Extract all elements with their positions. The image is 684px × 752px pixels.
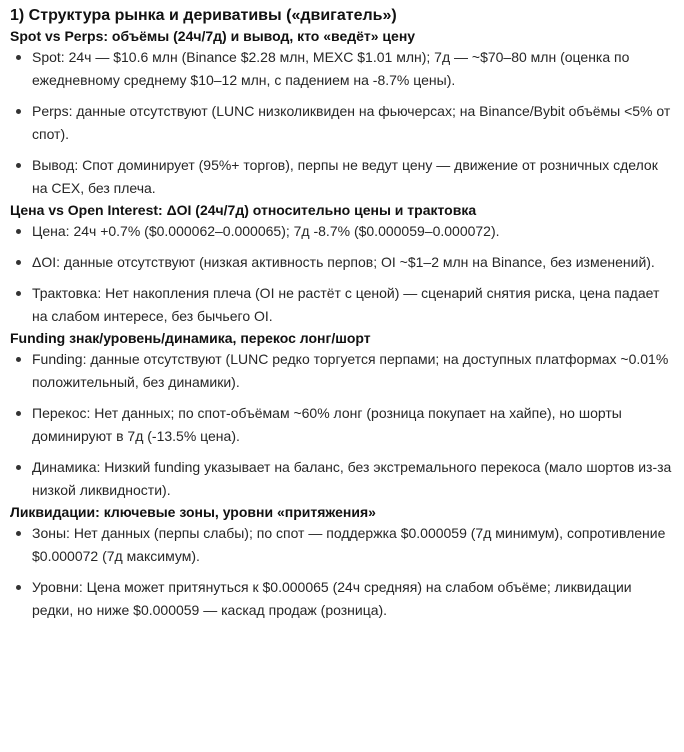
bullet-dot-icon — [16, 260, 21, 265]
document-title: 1) Структура рынка и деривативы («двигатель») — [10, 7, 397, 24]
section-list-price-vs-oi — [10, 220, 674, 328]
list-item — [10, 100, 674, 146]
list-item — [10, 402, 674, 448]
section-heading-liquidations: Ликвидации: ключевые зоны, уровни «притяжения» — [10, 504, 376, 520]
bullet-dot-icon — [16, 109, 21, 114]
bullet-dot-icon — [16, 357, 21, 362]
list-item-text: Funding: данные отсутствуют (LUNC редко торгуется перпами; на доступных платформах ~0.01% положительный, без динамики). — [32, 351, 669, 390]
bullet-dot-icon — [16, 585, 21, 590]
bullet-dot-icon — [16, 229, 21, 234]
list-item-text: Уровни: Цена может притянуться к $0.000065 (24ч средняя) на слабом объёме; ликвидации редки, но ниже $0.000059 — каскад продаж (розница). — [32, 579, 632, 618]
bullet-dot-icon — [16, 531, 21, 536]
list-item — [10, 46, 674, 92]
list-item-text: ΔOI: данные отсутствуют (низкая активность перпов; OI ~$1–2 млн на Binance, без изменений). — [32, 254, 655, 270]
list-item — [10, 576, 674, 622]
list-item-text: Spot: 24ч — $10.6 млн (Binance $2.28 млн, MEXC $1.01 млн); 7д — ~$70–80 млн (оценка по ежедневному среднему $10–12 млн, с падением на -8.7% цены). — [32, 49, 630, 88]
section-list-spot-vs-perps — [10, 46, 674, 200]
list-item-text: Вывод: Спот доминирует (95%+ торгов), перпы не ведут цену — движение от розничных сделок на CEX, без плеча. — [32, 157, 658, 196]
list-item — [10, 456, 674, 502]
list-item-text: Трактовка: Нет накопления плеча (OI не растёт с ценой) — сценарий снятия риска, цена падает на слабом интересе, без бычьего OI. — [32, 285, 660, 324]
list-item-text: Зоны: Нет данных (перпы слабы); по спот — поддержка $0.000059 (7д минимум), сопротивление $0.000072 (7д максимум). — [32, 525, 666, 564]
list-item — [10, 282, 674, 328]
bullet-dot-icon — [16, 163, 21, 168]
list-item — [10, 154, 674, 200]
bullet-dot-icon — [16, 291, 21, 296]
bullet-dot-icon — [16, 465, 21, 470]
list-item-text: Цена: 24ч +0.7% ($0.000062–0.000065); 7д -8.7% ($0.000059–0.000072). — [32, 223, 500, 239]
section-heading-funding: Funding знак/уровень/динамика, перекос лонг/шорт — [10, 330, 371, 346]
section-list-liquidations — [10, 522, 674, 622]
list-item-text: Динамика: Низкий funding указывает на баланс, без экстремального перекоса (мало шортов из-за низкой ликвидности). — [32, 459, 672, 498]
list-item — [10, 522, 674, 568]
section-list-funding — [10, 348, 674, 502]
list-item — [10, 348, 674, 394]
list-item — [10, 220, 674, 243]
list-item — [10, 251, 674, 274]
section-heading-price-vs-oi: Цена vs Open Interest: ΔOI (24ч/7д) относительно цены и трактовка — [10, 202, 477, 218]
section-heading-spot-vs-perps: Spot vs Perps: объёмы (24ч/7д) и вывод, кто «ведёт» цену — [10, 28, 416, 44]
bullet-dot-icon — [16, 411, 21, 416]
list-item-text: Перекос: Нет данных; по спот-объёмам ~60% лонг (розница покупает на хайпе), но шорты доминируют в 7д (-13.5% цена). — [32, 405, 622, 444]
list-item-text: Perps: данные отсутствуют (LUNC низколиквиден на фьючерсах; на Binance/Bybit объёмы <5% от спот). — [32, 103, 671, 142]
bullet-dot-icon — [16, 55, 21, 60]
